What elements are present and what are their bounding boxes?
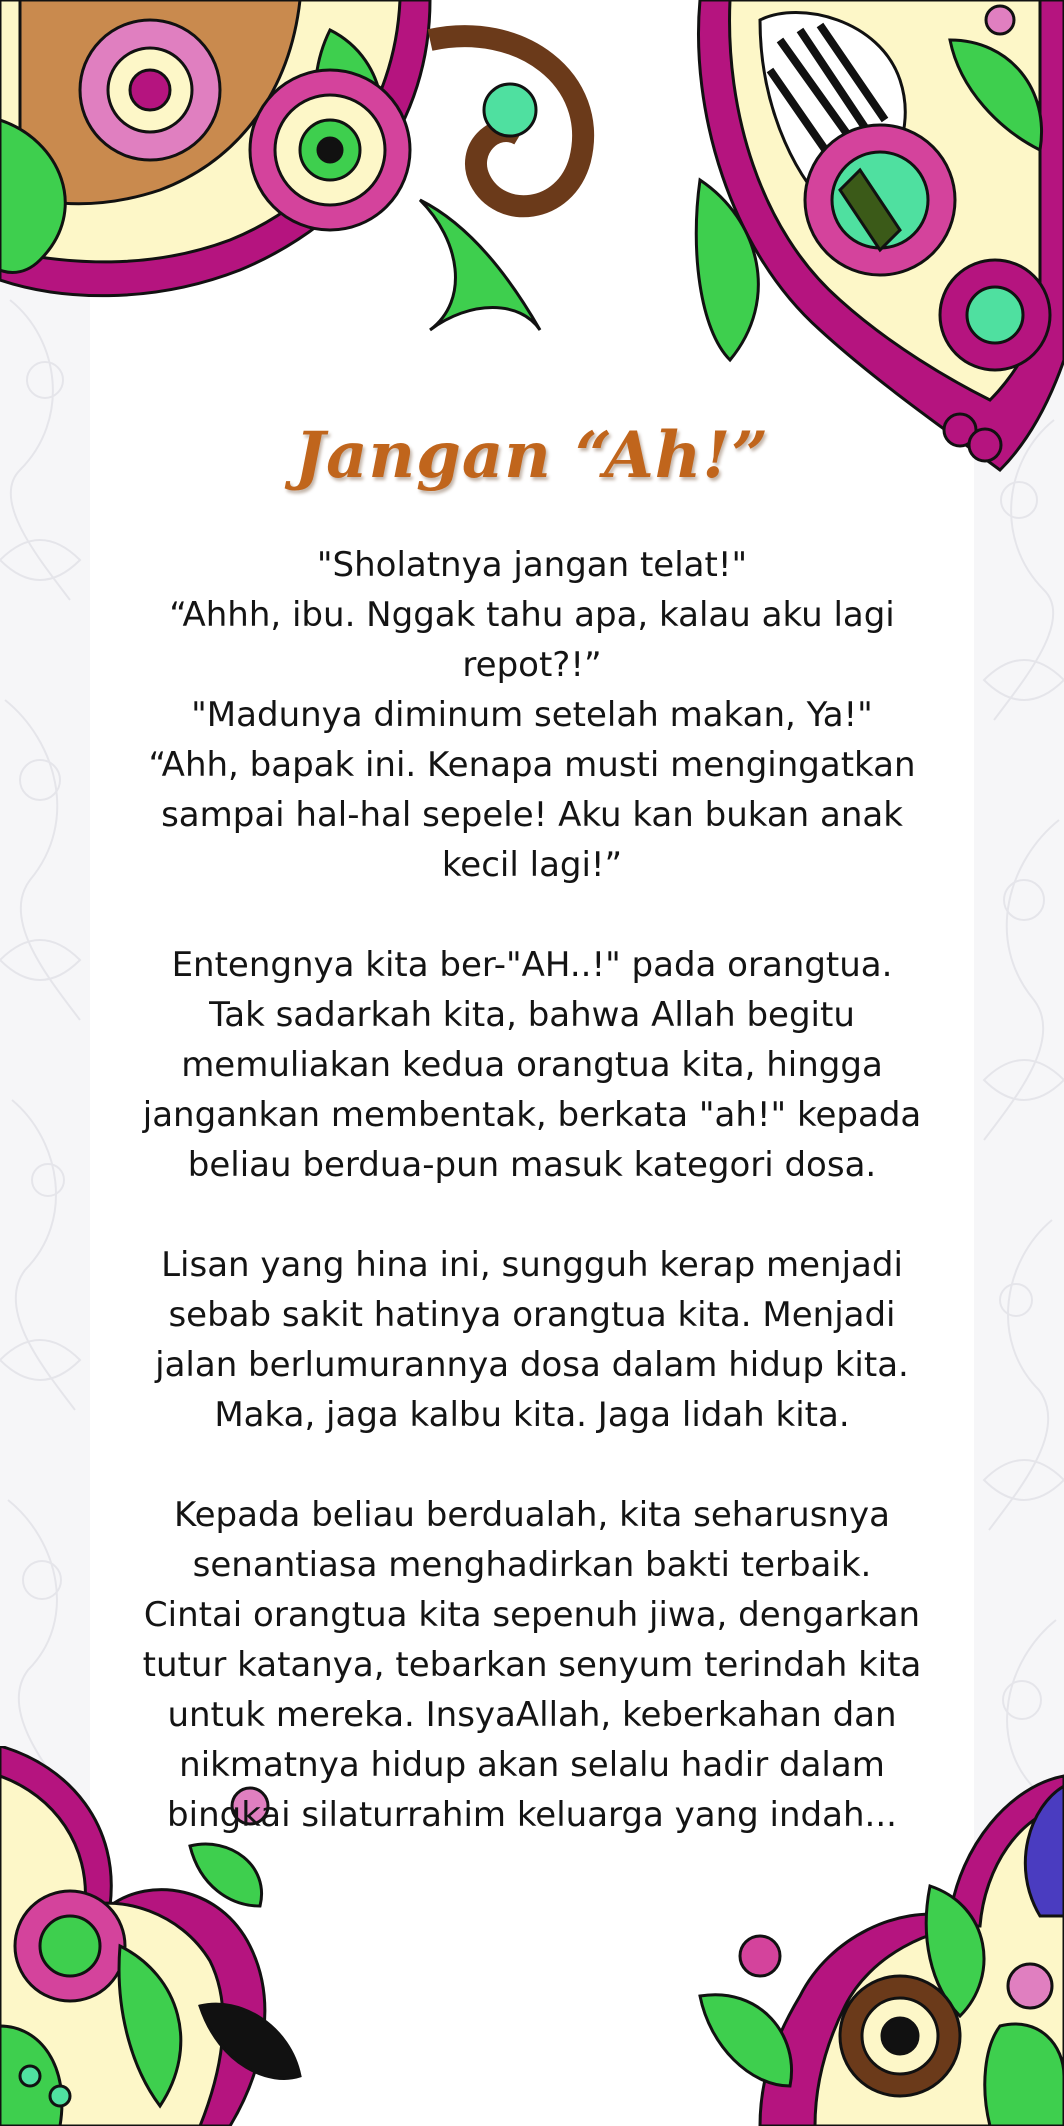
text-line: Maka, jaga kalbu kita. Jaga lidah kita. bbox=[214, 1395, 850, 1435]
text-line: Cintai orangtua kita sepenuh jiwa, dengarkan bbox=[143, 1595, 921, 1635]
text-line: kecil lagi!” bbox=[441, 845, 623, 885]
text-line: tutur katanya, tebarkan senyum terindah kita bbox=[142, 1645, 922, 1685]
text-line: repot?!” bbox=[462, 645, 602, 685]
paragraph-1 bbox=[130, 540, 934, 890]
text-line: Tak sadarkah kita, bahwa Allah begitu bbox=[209, 995, 855, 1035]
paragraph-2 bbox=[130, 940, 934, 1190]
text-line: “Ahhh, ibu. Nggak tahu apa, kalau aku lagi bbox=[169, 595, 895, 635]
text-line: jangankan membentak, berkata "ah!" kepada bbox=[142, 1095, 922, 1135]
top-floral-ornament bbox=[0, 0, 1064, 480]
poster-body bbox=[130, 540, 934, 1890]
poster-title: Jangan “Ah!” bbox=[294, 418, 770, 493]
text-line: jalan berlumurannya dosa dalam hidup kita. bbox=[155, 1345, 909, 1385]
text-line: memuliakan kedua orangtua kita, hingga bbox=[181, 1045, 883, 1085]
text-line: sampai hal-hal sepele! Aku kan bukan anak bbox=[161, 795, 903, 835]
text-line: beliau berdua-pun masuk kategori dosa. bbox=[187, 1145, 877, 1185]
text-line: "Sholatnya jangan telat!" bbox=[316, 545, 748, 585]
text-line: Lisan yang hina ini, sungguh kerap menjadi bbox=[161, 1245, 903, 1285]
paragraph-3 bbox=[130, 1240, 934, 1440]
text-line: Entengnya kita ber-"AH..!" pada orangtua. bbox=[171, 945, 893, 985]
text-line: bingkai silaturrahim keluarga yang indah... bbox=[167, 1795, 897, 1835]
text-line: senantiasa menghadirkan bakti terbaik. bbox=[192, 1545, 872, 1585]
paragraph-4 bbox=[130, 1490, 934, 1840]
text-line: Kepada beliau berdualah, kita seharusnya bbox=[174, 1495, 890, 1535]
text-line: “Ahh, bapak ini. Kenapa musti mengingatkan bbox=[148, 745, 916, 785]
text-line: "Madunya diminum setelah makan, Ya!" bbox=[191, 695, 873, 735]
text-line: nikmatnya hidup akan selalu hadir dalam bbox=[179, 1745, 885, 1785]
text-line: untuk mereka. InsyaAllah, keberkahan dan bbox=[167, 1695, 897, 1735]
text-line: sebab sakit hatinya orangtua kita. Menjadi bbox=[168, 1295, 896, 1335]
